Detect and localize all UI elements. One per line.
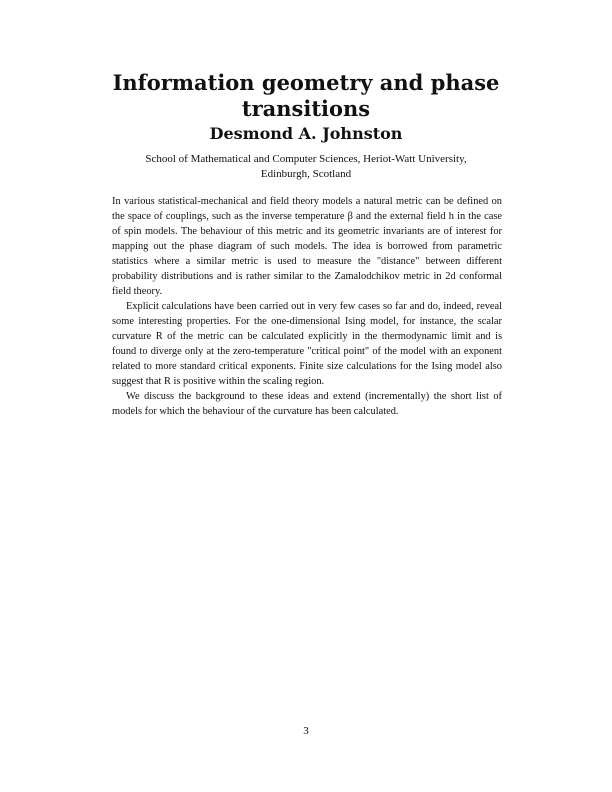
- page-number: 3: [303, 725, 309, 737]
- affiliation-line-1: School of Mathematical and Computer Sciences, Heriot-Watt University,: [145, 153, 467, 165]
- abstract-paragraph-3: We discuss the background to these ideas and extend (incrementally) the short list of models for which the behaviour of the curvature has been calculated.: [112, 391, 502, 417]
- abstract-paragraph-2: Explicit calculations have been carried out in very few cases so far and do, indeed, reveal some interesting properties. For the one-dimensional Ising model, for instance, the scalar curvature R of the metric can be calculated explicitly in the thermodynamic limit and is found to diverge only at the zero-temperature "critical point" of the model with an exponent related to more standard critical exponents. Finite size calculations for the Ising model also suggest that R is positive within the scaling region.: [112, 301, 502, 387]
- abstract-paragraph-1: In various statistical-mechanical and field theory models a natural metric can be defined on the space of couplings, such as the inverse temperature β and the external field h in the case of spin models. The behaviour of this metric and its geometric invariants are of interest for mapping out the phase diagram of such models. The idea is borrowed from parametric statistics where a similar metric is used to measure the "distance" between different probability distributions and is rather similar to the Zamalodchikov metric in 2d conformal field theory.: [112, 196, 502, 297]
- abstract: [112, 194, 502, 419]
- author-name: Desmond A. Johnston: [209, 124, 403, 143]
- affiliation-line-2: Edinburgh, Scotland: [260, 168, 352, 180]
- affiliation: [100, 152, 512, 182]
- paper-title: Information geometry and phase transitions: [112, 70, 500, 121]
